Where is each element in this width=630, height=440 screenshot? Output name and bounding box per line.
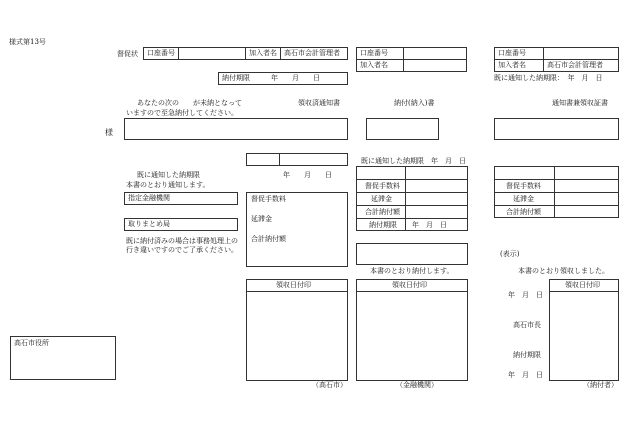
mid-blank-field <box>356 243 468 265</box>
payment-deadline: 納付期限 年 月 日 <box>218 72 348 85</box>
mid-fee-label: 督促手数料 <box>365 182 400 190</box>
mid-name-field[interactable] <box>366 118 439 140</box>
instruction-label: (表示) <box>500 250 520 258</box>
right-statement: 本書のとおり領収しました。 <box>518 267 609 275</box>
mid-receipt-stamp-label: 領収日付印 <box>392 281 427 289</box>
subscriber-label: 加入者名 <box>245 47 281 60</box>
mid-fee-col <box>405 166 406 231</box>
right-total-label: 合計納付額 <box>506 208 541 216</box>
notice-line-2: いますので至急納付してください。 <box>126 109 238 117</box>
subscriber-value: 高石市会計管理者 <box>280 47 348 60</box>
mid-late-label: 延滞金 <box>371 195 392 203</box>
stamp-divider <box>246 291 348 292</box>
fee-label: 督促手数料 <box>251 195 286 203</box>
mid-statement: 本書のとおり納付します。 <box>370 267 454 275</box>
account-number-field[interactable] <box>178 47 246 60</box>
notice-line-1: あなたの次の が未納となって <box>137 99 242 107</box>
mid-total-label: 合計納付額 <box>365 208 400 216</box>
mid-receipt-stamp-box <box>356 279 468 381</box>
mayor-label: 高石市長 <box>513 321 541 329</box>
notice-title: 督促状 <box>117 50 138 58</box>
right-subscriber-label: 加入者名 <box>494 59 544 72</box>
mid-prev-deadline: 既に通知した納期限 年 月 日 <box>361 157 466 165</box>
receipt-stamp-box <box>246 279 348 381</box>
receipt-cert-title: 通知書兼領収証書 <box>552 99 608 107</box>
mid-row-line <box>356 218 468 219</box>
notified-statement: 本書のとおり通知します。 <box>126 181 210 189</box>
small-cell-a <box>246 153 280 166</box>
mid-due-date: 年 月 日 <box>412 221 447 229</box>
right-issuer-label: （納付者） <box>583 381 618 389</box>
mid-issuer-label: （金融機関） <box>396 381 438 389</box>
late-fee-label: 延滞金 <box>251 215 272 223</box>
right-row-line <box>494 179 619 180</box>
right-late-label: 延滞金 <box>513 195 534 203</box>
right-row-line <box>494 192 619 193</box>
mid-stamp-divider <box>356 291 468 292</box>
mid-row-line <box>356 179 468 180</box>
payment-slip-title: 納付(納入)書 <box>394 99 435 107</box>
mid-subscriber-field[interactable] <box>403 59 467 72</box>
mid-due-label: 納付期限 <box>369 221 397 229</box>
right-date-1: 年 月 日 <box>508 291 543 299</box>
right-row-line <box>494 205 619 206</box>
designated-bank: 指定金融機関 <box>124 192 238 205</box>
collecting-office: 取りまとめ局 <box>124 218 238 231</box>
taxpayer-name-field[interactable] <box>124 118 348 140</box>
receipt-notice-title: 領収済通知書 <box>298 99 340 107</box>
city-office-label: 高石市役所 <box>14 339 49 347</box>
mid-subscriber-label: 加入者名 <box>356 59 404 72</box>
total-label: 合計納付額 <box>251 235 286 243</box>
right-date-2: 年 月 日 <box>508 371 543 379</box>
right-subscriber-value: 高石市会計管理者 <box>543 59 619 72</box>
right-prev-deadline: 既に通知した納期限： 年 月 日 <box>494 74 603 82</box>
honorific-sama: 様 <box>105 128 113 137</box>
prev-deadline-date: 年 月 日 <box>283 171 332 179</box>
small-cell-b <box>279 153 348 166</box>
right-name-field[interactable] <box>494 118 619 140</box>
right-receipt-stamp-label: 領収日付印 <box>565 281 600 289</box>
prev-deadline-line: 既に通知した納期限 <box>137 171 200 179</box>
mid-account-label: 口座番号 <box>356 47 404 60</box>
right-due-label: 納付期限 <box>513 351 541 359</box>
right-receipt-stamp-box <box>549 279 619 381</box>
form-number: 様式第13号 <box>9 38 46 46</box>
right-account-label: 口座番号 <box>494 47 544 60</box>
issuer-label: （高石市） <box>312 381 347 389</box>
already-paid-note: 既に納付済みの場合は事務処理上の行き違いですのでご了承ください。 <box>126 237 238 254</box>
account-number-label: 口座番号 <box>143 47 179 60</box>
right-stamp-divider <box>549 291 619 292</box>
right-fee-label: 督促手数料 <box>506 182 541 190</box>
receipt-stamp-label: 領収日付印 <box>276 281 311 289</box>
mid-row-line <box>356 192 468 193</box>
mid-row-line <box>356 205 468 206</box>
